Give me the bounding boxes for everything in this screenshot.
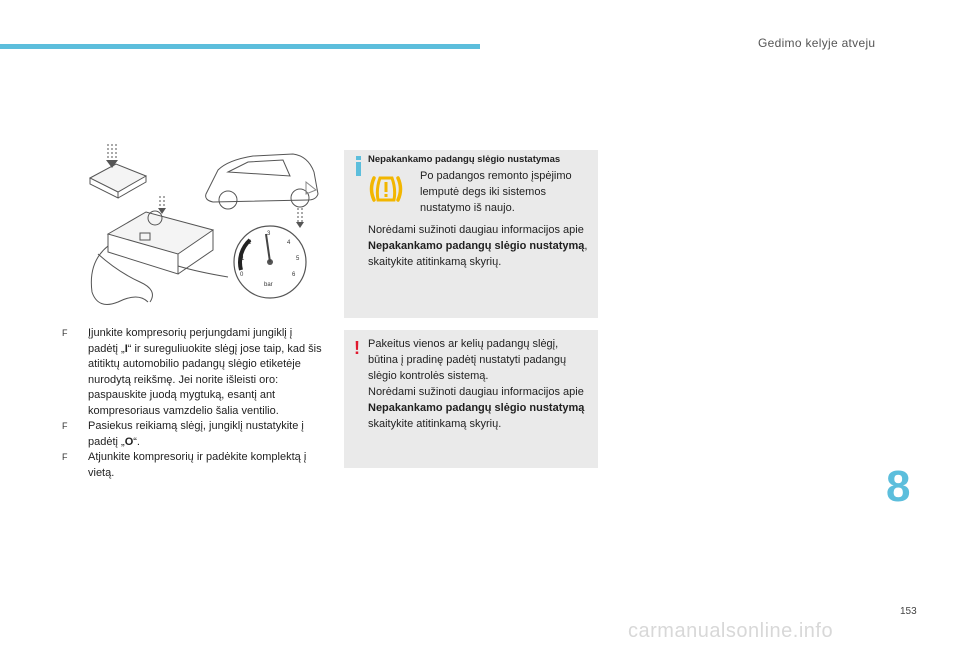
- watermark: carmanualsonline.info: [628, 620, 834, 642]
- compressor-illustration: [78, 142, 338, 312]
- pressure-gauge: [234, 226, 306, 298]
- step-item: [62, 450, 324, 481]
- instruction-steps: [62, 326, 324, 481]
- gauge-tick: 5: [296, 256, 300, 262]
- page-number: 153: [900, 606, 917, 617]
- exclamation-icon: !: [354, 338, 360, 358]
- info-line: Po padangos remonto įspėjimo: [420, 170, 572, 182]
- step-item: [62, 326, 324, 419]
- info-icon: [352, 156, 366, 176]
- step-strong: I: [124, 342, 128, 355]
- warning-text: [368, 336, 590, 432]
- warning-sentence: skaitykite atitinkamą skyrių.: [368, 418, 502, 430]
- info-box: [344, 150, 598, 318]
- step-item: [62, 419, 324, 450]
- gauge-unit: bar: [264, 282, 273, 288]
- step-text: “.: [133, 435, 140, 448]
- warning-sentence: Norėdami sužinoti daugiau informacijos apie: [368, 386, 584, 398]
- info-line: lemputė degs iki sistemos: [420, 186, 546, 198]
- gauge-tick: 2: [248, 240, 252, 246]
- step-bullet-icon: F: [62, 421, 68, 431]
- info-strong: Nepakankamo padangų slėgio nustatymą: [368, 240, 585, 252]
- step-text: Atjunkite kompresorių ir padėkite komplektą į vietą.: [88, 451, 307, 479]
- info-text: Norėdami sužinoti daugiau informacijos apie: [368, 224, 584, 236]
- step-bullet-icon: F: [62, 452, 68, 462]
- step-text: Įjunkite kompresorių perjungdami jungiklį į padėtį „: [88, 327, 293, 355]
- gauge-tick: 4: [287, 240, 291, 246]
- step-text: “ ir sureguliuokite slėgį jose taip, kad šis atitiktų automobilio padangų slėgio etiketėje nurodytą reikšmę. Jei norite išleisti oro: paspauskite juodą mygtuką, esantį ant kompresoriaus vamzdelio šalia ventilio.: [88, 342, 322, 417]
- compressor-body: [108, 212, 213, 254]
- gauge-tick: 6: [292, 272, 296, 278]
- info-line: nustatymo iš naujo.: [420, 202, 515, 214]
- header-accent-bar: [0, 44, 480, 49]
- step-bullet-icon: F: [62, 328, 68, 338]
- step-text: Pasiekus reikiamą slėgį, jungiklį nustatykite į padėtį „: [88, 420, 304, 448]
- chapter-number: 8: [886, 462, 911, 511]
- gauge-tick: 1: [241, 256, 245, 262]
- info-text: , skaitykite atitinkamą skyrių.: [368, 240, 588, 268]
- running-header: Gedimo kelyje atveju: [758, 36, 876, 50]
- warning-sentence: Pakeitus vienos ar kelių padangų slėgį, būtina į pradinę padėtį nustatyti padangų slėgio kontrolės sistemą.: [368, 338, 567, 382]
- warning-box: [344, 330, 598, 468]
- gauge-tick: 0: [240, 272, 244, 278]
- tyre-pressure-warning-icon: [368, 174, 404, 204]
- info-paragraph: [368, 222, 590, 270]
- gauge-tick: 3: [267, 231, 271, 237]
- info-box-title: Nepakankamo padangų slėgio nustatymas: [368, 154, 561, 165]
- step-strong: O: [124, 435, 134, 448]
- warning-strong: Nepakankamo padangų slėgio nustatymą: [368, 402, 585, 414]
